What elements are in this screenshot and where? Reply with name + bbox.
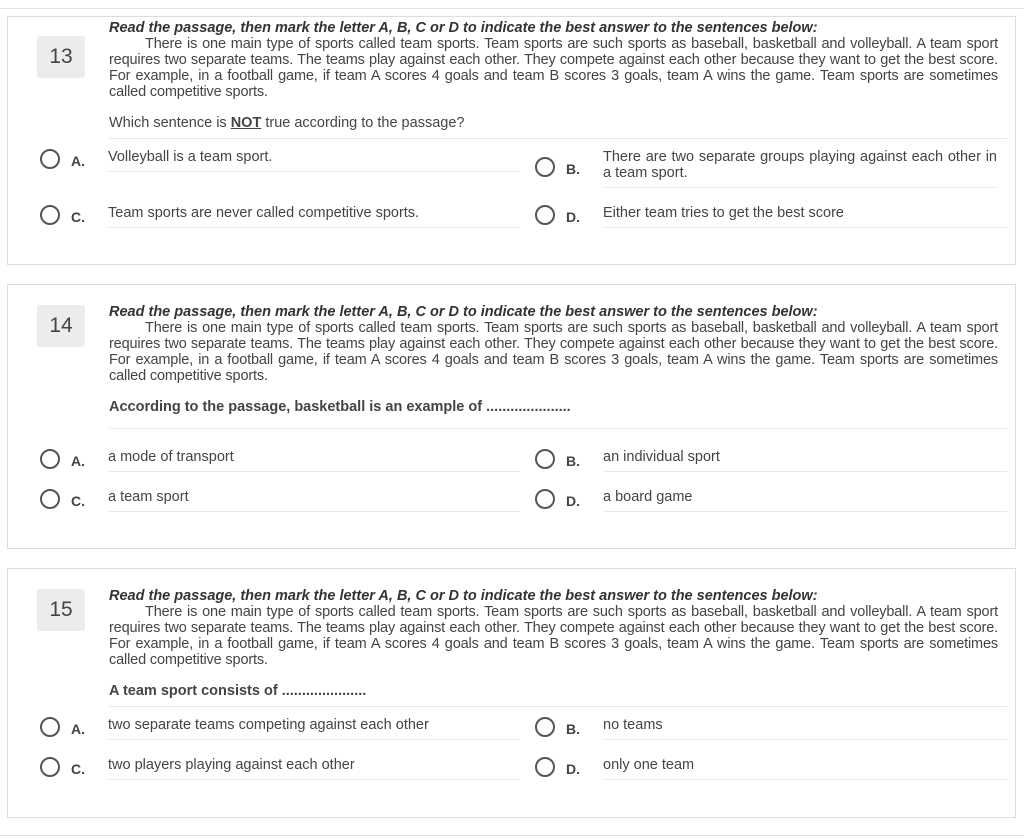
option-letter: D. [566,761,580,777]
instruction-text: Read the passage, then mark the letter A, B, C or D to indicate the best answer to the sentences below: [109,20,818,36]
option-text: two players playing against each other [108,757,520,780]
option-letter: A. [71,721,85,737]
question-prompt: A team sport consists of ..................... [109,683,1007,707]
passage-text: There is one main type of sports called team sports. Team sports are such sports as baseball, basketball and volleyball. A team sport requires two separate teams. The teams play against each other. They compete against each other because they want to get the best score. For example, in a football game, if team A scores 4 goals and team B scores 3 goals, team A wins the game. Team sports are sometimes called competitive sports. [109,604,998,668]
option-letter: B. [566,453,580,469]
question-number: 13 [37,36,85,78]
radio-button[interactable] [40,757,60,777]
question-card-15 [7,568,1016,818]
option-text: a board game [603,489,1007,512]
question-prompt: According to the passage, basketball is an example of ..................... [109,399,1007,429]
passage-text: There is one main type of sports called team sports. Team sports are such sports as baseball, basketball and volleyball. A team sport requires two separate teams. The teams play against each other. They compete against each other because they want to get the best score. For example, in a football game, if team A scores 4 goals and team B scores 3 goals, team A wins the game. Team sports are sometimes called competitive sports. [109,36,998,100]
question-card-13 [7,16,1016,265]
option-text: no teams [603,717,1007,740]
option-letter: B. [566,161,580,177]
top-divider [0,8,1024,9]
radio-button[interactable] [40,449,60,469]
option-letter: D. [566,493,580,509]
radio-button[interactable] [40,717,60,737]
instruction-text: Read the passage, then mark the letter A, B, C or D to indicate the best answer to the sentences below: [109,304,818,320]
passage-text: There is one main type of sports called team sports. Team sports are such sports as baseball, basketball and volleyball. A team sport requires two separate teams. The teams play against each other. They compete against each other because they want to get the best score. For example, in a football game, if team A scores 4 goals and team B scores 3 goals, team A wins the game. Team sports are sometimes called competitive sports. [109,320,998,384]
radio-button[interactable] [535,489,555,509]
radio-button[interactable] [535,157,555,177]
option-text: two separate teams competing against each other [108,717,520,740]
option-text: only one team [603,757,1007,780]
option-text: Either team tries to get the best score [603,205,1007,228]
radio-button[interactable] [40,489,60,509]
option-text: an individual sport [603,449,1007,472]
option-text: a mode of transport [108,449,520,472]
radio-button[interactable] [40,149,60,169]
question-passage-block [109,588,998,668]
option-letter: C. [71,493,85,509]
radio-button[interactable] [535,717,555,737]
question-prompt: Which sentence is NOT true according to the passage? [109,115,1007,139]
radio-button[interactable] [535,757,555,777]
option-letter: D. [566,209,580,225]
option-text: a team sport [108,489,520,512]
question-passage-block [109,304,998,384]
question-number: 15 [37,589,85,631]
option-letter: C. [71,761,85,777]
question-passage-block [109,20,998,100]
question-number: 14 [37,305,85,347]
bottom-divider [0,835,1024,836]
option-letter: A. [71,453,85,469]
option-letter: A. [71,153,85,169]
option-text: Team sports are never called competitive sports. [108,205,520,228]
radio-button[interactable] [535,449,555,469]
option-letter: B. [566,721,580,737]
question-card-14 [7,284,1016,549]
radio-button[interactable] [40,205,60,225]
instruction-text: Read the passage, then mark the letter A, B, C or D to indicate the best answer to the sentences below: [109,588,818,604]
radio-button[interactable] [535,205,555,225]
option-letter: C. [71,209,85,225]
option-text: There are two separate groups playing against each other in a team sport. [603,149,997,188]
option-text: Volleyball is a team sport. [108,149,520,172]
